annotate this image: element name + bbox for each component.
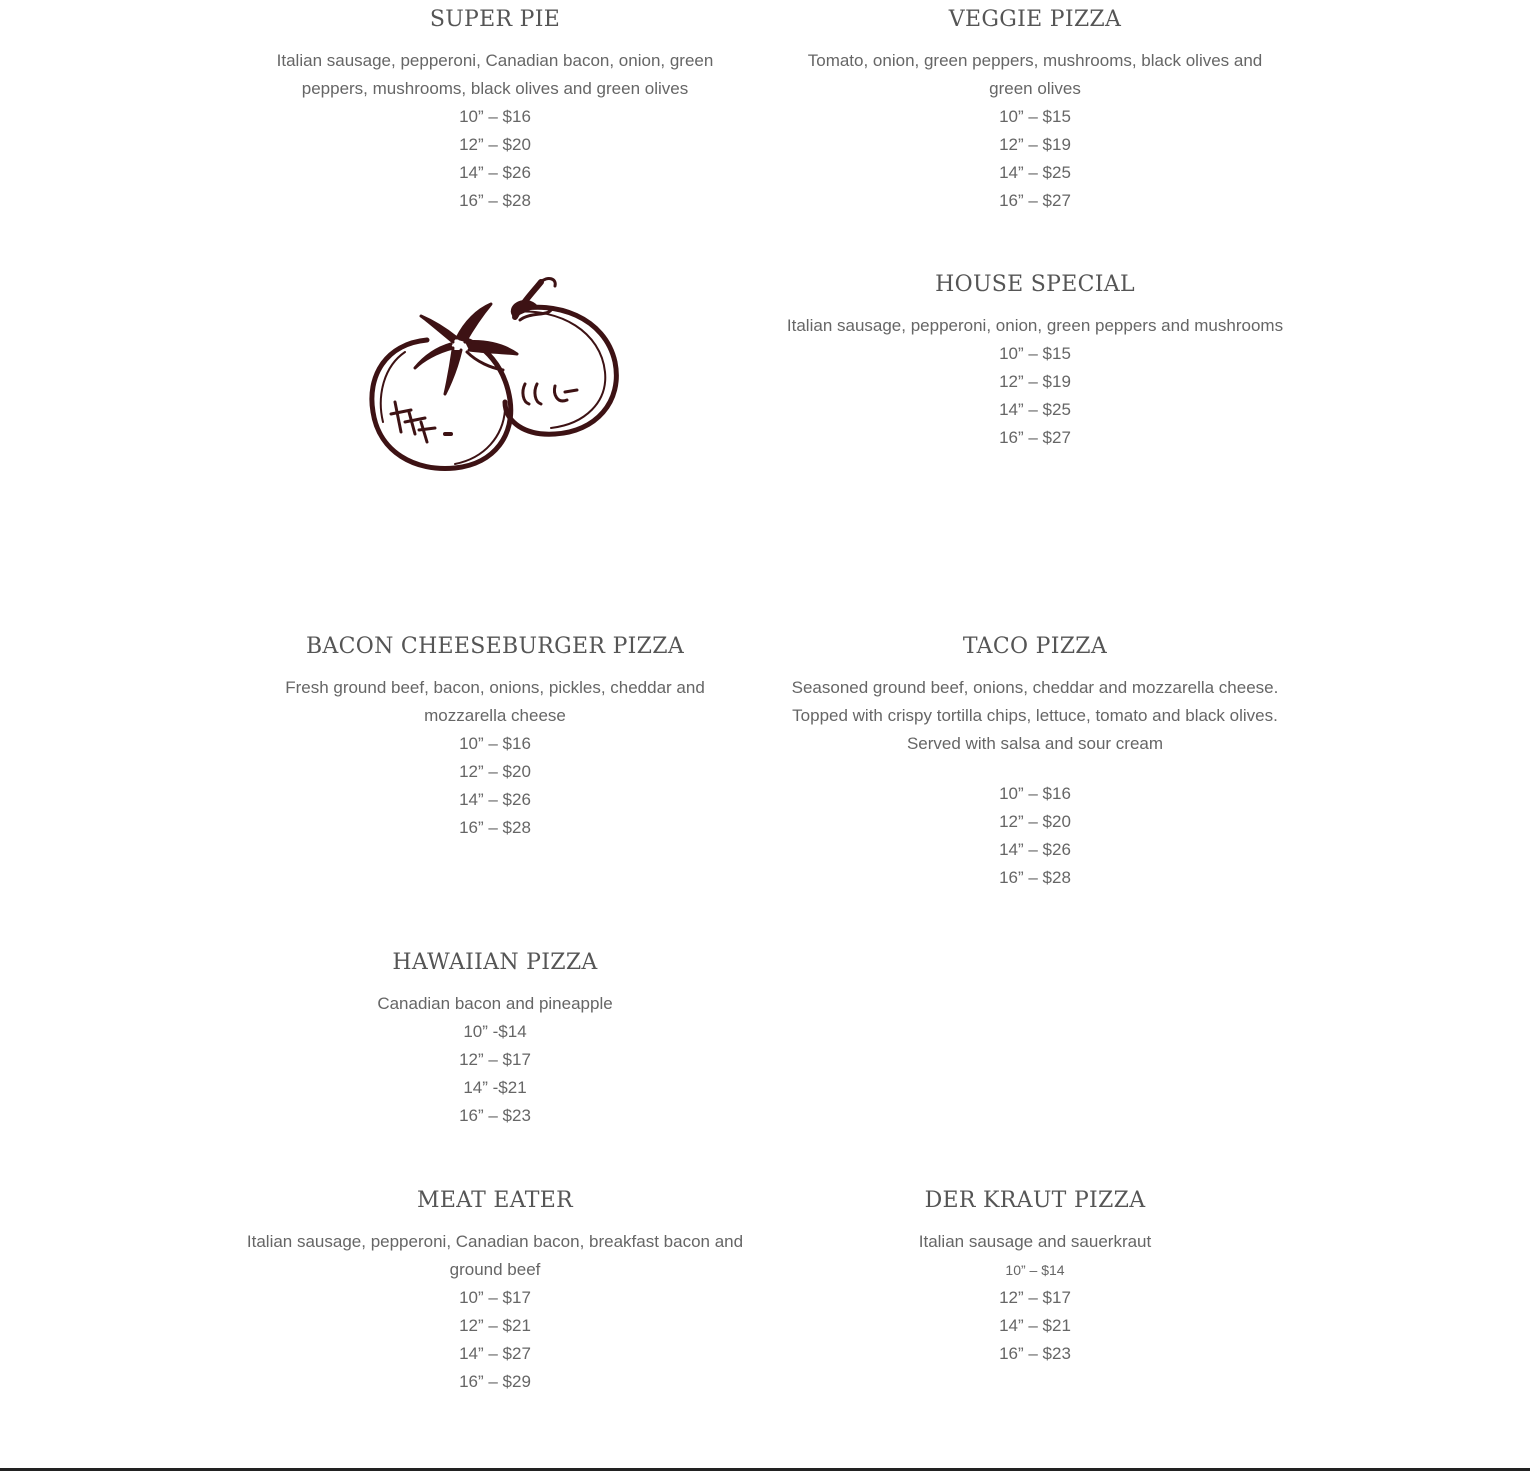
price-list bbox=[785, 780, 1285, 892]
menu-item-description: Italian sausage and sauerkraut bbox=[918, 1232, 1152, 1251]
menu-item-description: Tomato, onion, green peppers, mushrooms, black olives and green olives bbox=[807, 51, 1263, 98]
price-list bbox=[785, 340, 1285, 452]
price-14: 14” – $25 bbox=[999, 163, 1071, 182]
menu-item-title: DER KRAUT PIZZA bbox=[924, 1188, 1146, 1213]
menu-item-title: SUPER PIE bbox=[429, 7, 561, 32]
menu-item-title: HOUSE SPECIAL bbox=[935, 272, 1135, 297]
menu-item-hawaiian-pizza bbox=[245, 950, 745, 1130]
price-14: 14” – $27 bbox=[459, 1344, 531, 1363]
menu-item-description: Canadian bacon and pineapple bbox=[377, 994, 613, 1013]
menu-item-veggie-pizza bbox=[785, 7, 1285, 215]
menu-item-taco-pizza bbox=[785, 634, 1285, 892]
price-10: 10” – $14 bbox=[1005, 1262, 1065, 1278]
menu-item-description: Seasoned ground beef, onions, cheddar and mozzarella cheese. Topped with crispy tortilla chips, lettuce, tomato and black olives. Served with salsa and sour cream bbox=[791, 678, 1279, 753]
price-14: 14” – $26 bbox=[459, 163, 531, 182]
price-14: 14” – $21 bbox=[999, 1316, 1071, 1335]
menu-item-house-special bbox=[785, 272, 1285, 452]
price-10: 10” -$14 bbox=[463, 1022, 527, 1041]
price-list bbox=[785, 1256, 1285, 1368]
price-16: 16” – $27 bbox=[999, 428, 1071, 447]
price-16: 16” – $27 bbox=[999, 191, 1071, 210]
price-14: 14” – $25 bbox=[999, 400, 1071, 419]
price-14: 14” – $26 bbox=[459, 790, 531, 809]
menu-item-description: Italian sausage, pepperoni, Canadian bacon, breakfast bacon and ground beef bbox=[246, 1232, 744, 1279]
price-10: 10” – $15 bbox=[999, 344, 1071, 363]
menu-item-title: HAWAIIAN PIZZA bbox=[392, 950, 598, 975]
price-14: 14” – $26 bbox=[999, 840, 1071, 859]
price-list bbox=[785, 103, 1285, 215]
menu-item-description: Fresh ground beef, bacon, onions, pickles, cheddar and mozzarella cheese bbox=[285, 678, 705, 725]
price-10: 10” – $17 bbox=[459, 1288, 531, 1307]
price-12: 12” – $21 bbox=[459, 1316, 531, 1335]
price-list bbox=[245, 730, 745, 842]
price-16: 16” – $28 bbox=[999, 868, 1071, 887]
price-list bbox=[245, 1284, 745, 1396]
price-12: 12” – $20 bbox=[459, 762, 531, 781]
price-16: 16” – $28 bbox=[459, 191, 531, 210]
price-16: 16” – $29 bbox=[459, 1372, 531, 1391]
price-10: 10” – $16 bbox=[999, 784, 1071, 803]
price-16: 16” – $23 bbox=[459, 1106, 531, 1125]
price-12: 12” – $20 bbox=[459, 135, 531, 154]
price-14: 14” -$21 bbox=[463, 1078, 527, 1097]
menu-item-description: Italian sausage, pepperoni, Canadian bacon, onion, green peppers, mushrooms, black olives and green olives bbox=[276, 51, 714, 98]
price-10: 10” – $16 bbox=[459, 107, 531, 126]
price-10: 10” – $15 bbox=[999, 107, 1071, 126]
price-list bbox=[245, 1018, 745, 1130]
menu-item-der-kraut-pizza bbox=[785, 1188, 1285, 1368]
menu-item-title: TACO PIZZA bbox=[962, 634, 1108, 659]
menu-item-bacon-cheeseburger-pizza bbox=[245, 634, 745, 842]
price-16: 16” – $23 bbox=[999, 1344, 1071, 1363]
price-16: 16” – $28 bbox=[459, 818, 531, 837]
menu-item-title: VEGGIE PIZZA bbox=[948, 7, 1122, 32]
price-12: 12” – $20 bbox=[999, 812, 1071, 831]
menu-item-description: Italian sausage, pepperoni, onion, green peppers and mushrooms bbox=[786, 316, 1284, 335]
menu-item-super-pie bbox=[245, 7, 745, 215]
menu-item-meat-eater bbox=[245, 1188, 745, 1396]
tomato-icon bbox=[365, 272, 625, 477]
price-list bbox=[245, 103, 745, 215]
price-12: 12” – $17 bbox=[999, 1288, 1071, 1307]
price-10: 10” – $16 bbox=[459, 734, 531, 753]
menu-item-title: BACON CHEESEBURGER PIZZA bbox=[305, 634, 685, 659]
price-12: 12” – $19 bbox=[999, 135, 1071, 154]
price-12: 12” – $17 bbox=[459, 1050, 531, 1069]
price-12: 12” – $19 bbox=[999, 372, 1071, 391]
menu-item-title: MEAT EATER bbox=[417, 1188, 573, 1213]
